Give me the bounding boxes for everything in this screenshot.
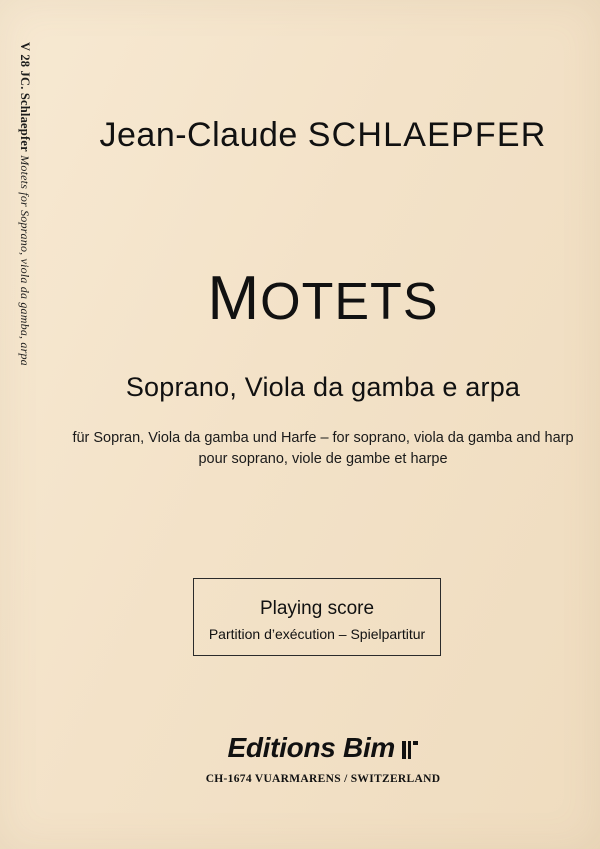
spine-text	[17, 42, 32, 522]
page-title	[46, 264, 600, 333]
publisher-address: CH-1674 VUARMARENS / SWITZERLAND	[205, 773, 441, 786]
composer-last-name: SCHLAEPFER	[307, 116, 547, 154]
composer-first-name: Jean-Claude	[99, 116, 298, 154]
publisher-block	[46, 732, 600, 785]
spine-work-title: Motets for Soprano, viola da gamba, arpa	[18, 155, 32, 366]
publisher-logo	[46, 732, 600, 766]
title-initial: M	[207, 264, 261, 333]
bim-logo-icon	[402, 739, 418, 766]
cover-content	[46, 0, 600, 849]
score-type-translations: Partition d’exécution – Spielpartitur	[208, 626, 426, 642]
score-type-label: Playing score	[259, 598, 375, 619]
score-type-box	[193, 578, 441, 656]
instrumentation-subtitle: Soprano, Viola da gamba e arpa	[125, 372, 521, 402]
spine-code: V 28 JC. Schlaepfer	[18, 42, 32, 152]
translation-line-de-en: für Sopran, Viola da gamba und Harfe – for soprano, viola da gamba and harp	[72, 430, 574, 446]
translation-line-fr: pour soprano, viole de gambe et harpe	[198, 451, 448, 468]
instrumentation-translations	[46, 428, 600, 470]
title-rest: OTETS	[260, 273, 439, 331]
composer-name	[46, 116, 600, 155]
spine-strip	[0, 0, 46, 849]
publisher-name: Editions Bim	[227, 732, 396, 763]
